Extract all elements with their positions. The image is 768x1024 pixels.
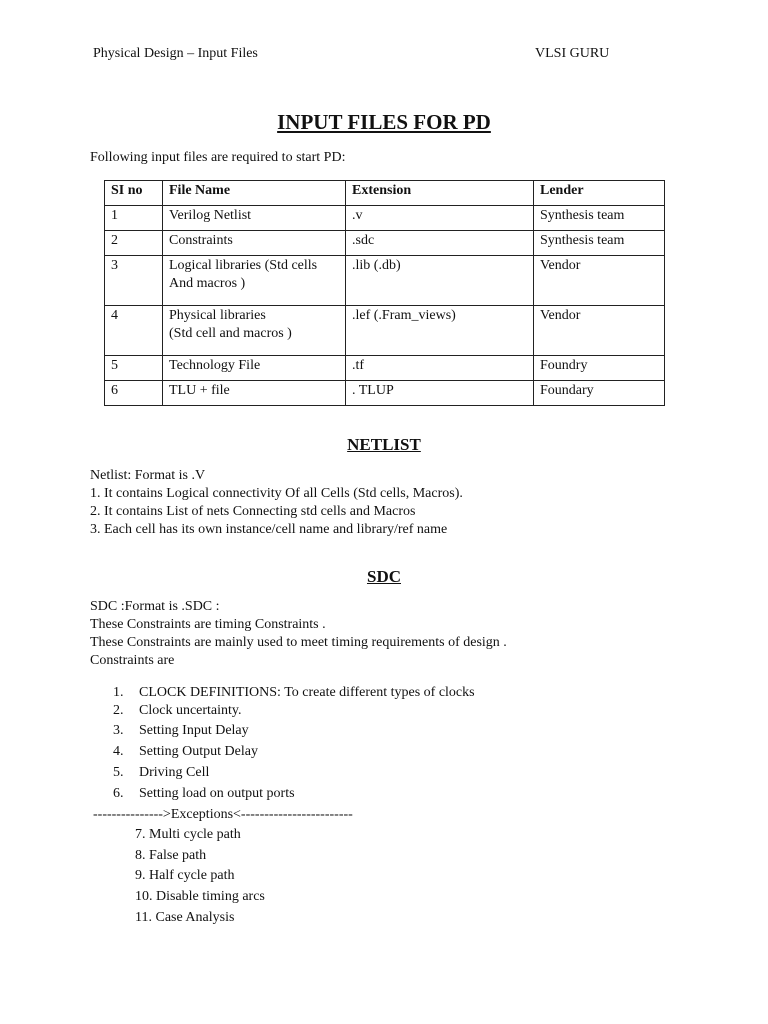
table-row — [105, 306, 665, 356]
netlist-line: 3. Each cell has its own instance/cell name and library/ref name — [90, 522, 448, 537]
cell-file-name: Physical libraries (Std cell and macros ) — [163, 306, 346, 356]
constraint-number: 4. — [113, 744, 124, 759]
cell-file-name: Verilog Netlist — [163, 206, 346, 231]
sdc-line: SDC :Format is .SDC : — [90, 599, 220, 614]
cell-extension: .tf — [346, 356, 534, 381]
table-row — [105, 256, 665, 306]
cell-lender: Vendor — [534, 306, 665, 356]
constraint-number: 3. — [113, 723, 124, 738]
header-file-name: File Name — [163, 181, 346, 206]
cell-si-no: 1 — [105, 206, 163, 231]
cell-si-no: 6 — [105, 381, 163, 406]
cell-si-no: 4 — [105, 306, 163, 356]
cell-extension: .lib (.db) — [346, 256, 534, 306]
netlist-line: 2. It contains List of nets Connecting std cells and Macros — [90, 504, 416, 519]
exception-item: 10. Disable timing arcs — [135, 889, 265, 904]
constraint-item: Clock uncertainty. — [139, 703, 242, 718]
netlist-heading: NETLIST — [347, 435, 421, 454]
cell-extension: . TLUP — [346, 381, 534, 406]
constraint-item: CLOCK DEFINITIONS: To create different types of clocks — [139, 685, 475, 700]
exception-item: 9. Half cycle path — [135, 868, 235, 883]
table-header-row — [105, 181, 665, 206]
cell-file-name: TLU + file — [163, 381, 346, 406]
constraint-number: 6. — [113, 786, 124, 801]
cell-file-name: Logical libraries (Std cells And macros ) — [163, 256, 346, 306]
table-row — [105, 231, 665, 256]
cell-lender: Synthesis team — [534, 231, 665, 256]
netlist-line: Netlist: Format is .V — [90, 468, 206, 483]
cell-lender: Synthesis team — [534, 206, 665, 231]
cell-si-no: 2 — [105, 231, 163, 256]
cell-si-no: 3 — [105, 256, 163, 306]
exception-item: 11. Case Analysis — [135, 910, 235, 925]
constraint-item: Setting load on output ports — [139, 786, 295, 801]
constraint-item: Setting Output Delay — [139, 744, 258, 759]
cell-lender: Foundry — [534, 356, 665, 381]
exception-item: 8. False path — [135, 848, 207, 863]
constraint-number: 5. — [113, 765, 124, 780]
input-files-table — [104, 180, 665, 406]
cell-extension: .lef (.Fram_views) — [346, 306, 534, 356]
sdc-line: These Constraints are timing Constraints . — [90, 617, 326, 632]
intro-text: Following input files are required to start PD: — [90, 150, 346, 165]
header-extension: Extension — [346, 181, 534, 206]
cell-file-name: Technology File — [163, 356, 346, 381]
constraint-number: 1. — [113, 685, 124, 700]
sdc-line: These Constraints are mainly used to meet timing requirements of design . — [90, 635, 507, 650]
cell-lender: Vendor — [534, 256, 665, 306]
header-right-brand: VLSI GURU — [535, 46, 610, 61]
constraint-item: Setting Input Delay — [139, 723, 249, 738]
netlist-line: 1. It contains Logical connectivity Of all Cells (Std cells, Macros). — [90, 486, 463, 501]
cell-extension: .sdc — [346, 231, 534, 256]
cell-si-no: 5 — [105, 356, 163, 381]
table-row — [105, 381, 665, 406]
exceptions-divider: --------------->Exceptions<------------------------ — [93, 807, 353, 822]
table-row — [105, 206, 665, 231]
constraint-number: 2. — [113, 703, 124, 718]
exception-item: 7. Multi cycle path — [135, 827, 241, 842]
header-si-no: SI no — [105, 181, 163, 206]
constraint-item: Driving Cell — [139, 765, 210, 780]
cell-extension: .v — [346, 206, 534, 231]
sdc-heading: SDC — [366, 567, 401, 586]
page-title: INPUT FILES FOR PD — [277, 110, 491, 134]
cell-file-name: Constraints — [163, 231, 346, 256]
sdc-line: Constraints are — [90, 653, 175, 668]
cell-lender: Foundary — [534, 381, 665, 406]
header-lender: Lender — [534, 181, 665, 206]
table-row — [105, 356, 665, 381]
header-left-title: Physical Design – Input Files — [93, 46, 258, 61]
